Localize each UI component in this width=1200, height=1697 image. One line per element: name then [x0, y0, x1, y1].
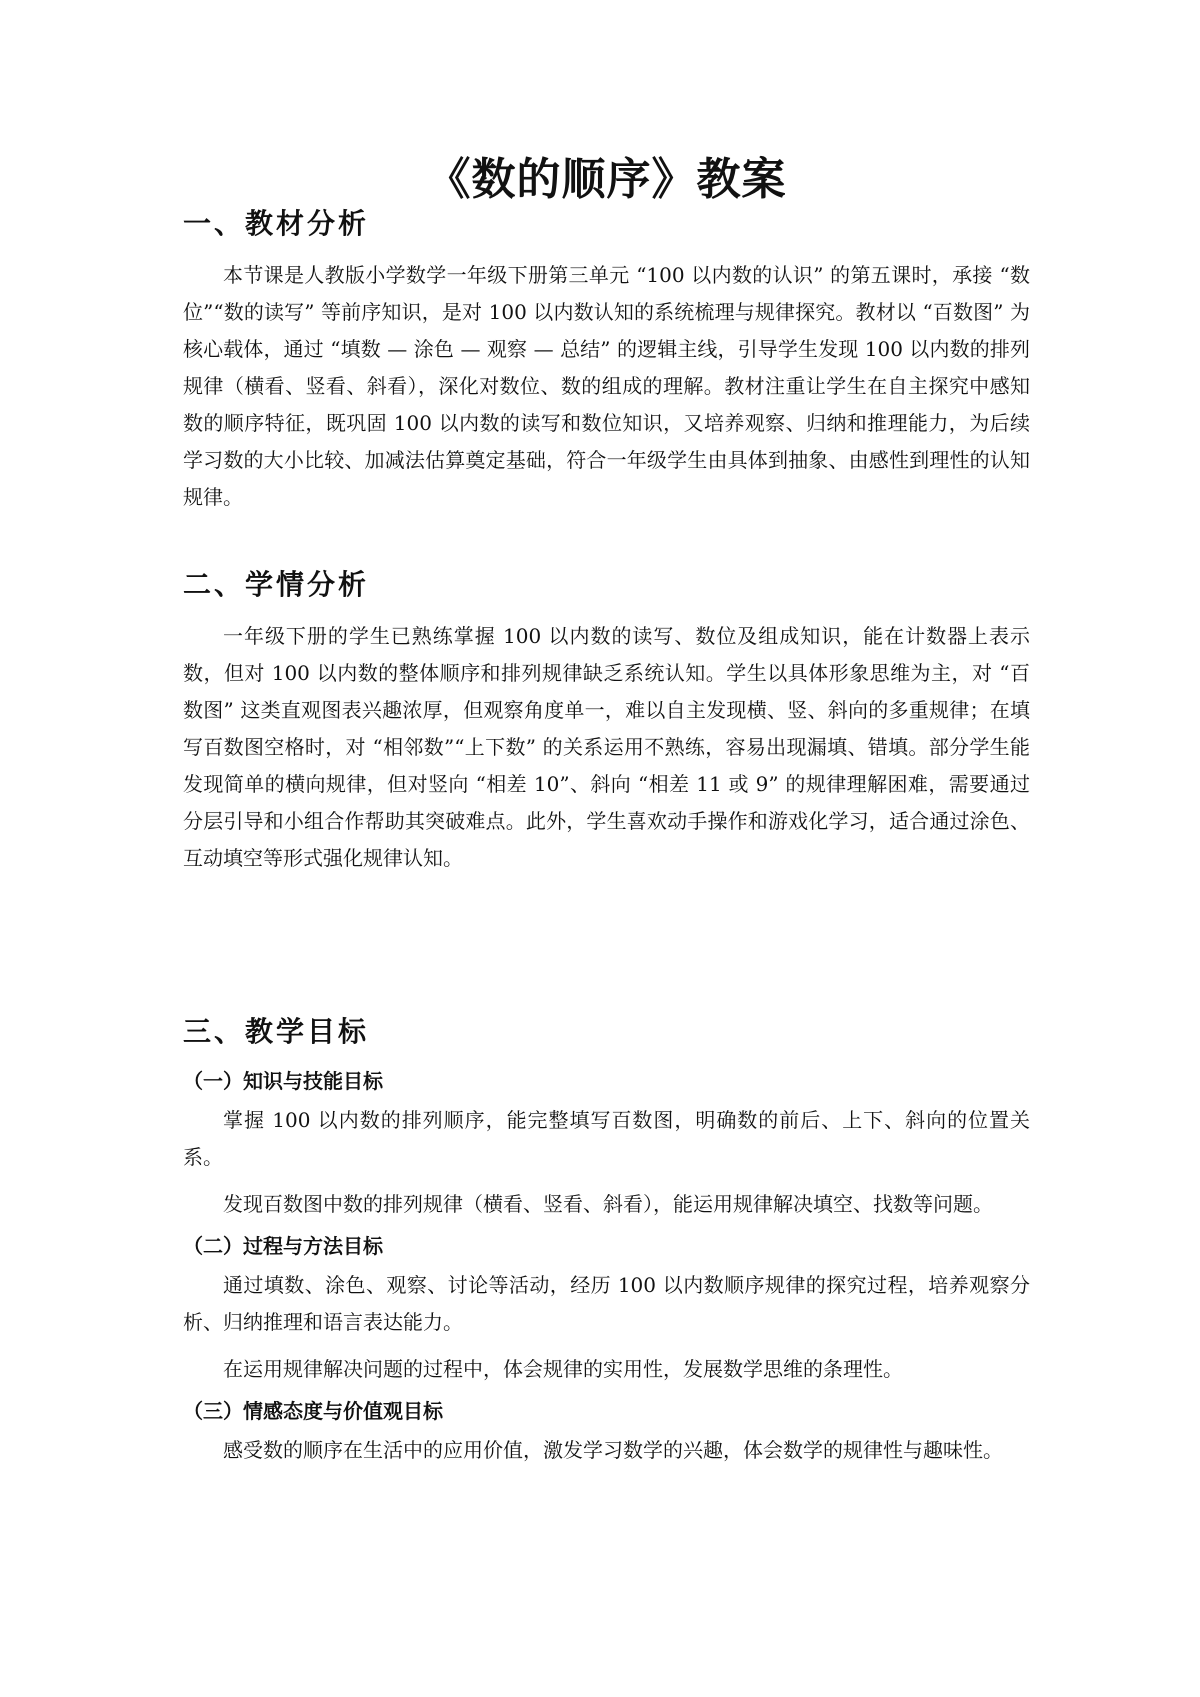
section-paragraph: 一年级下册的学生已熟练掌握 100 以内数的读写、数位及组成知识，能在计数器上表示数，但对 100 以内数的整体顺序和排列规律缺乏系统认知。学生以具体形象思维为主，对 “百数图” 这类直观图表兴趣浓厚，但观察角度单一，难以自主发现横、竖、斜向的多重规律；在填写百数图空格时，对 “相邻数”“上下数” 的关系运用不熟练，容易出现漏填、错填。部分学生能发现简单的横向规律，但对竖向 “相差 10”、斜向 “相差 11 或 9” 的规律理解困难，需要通过分层引导和小组合作帮助其突破难点。此外，学生喜欢动手操作和游戏化学习，适合通过涂色、互动填空等形式强化规律认知。 [183, 624, 1030, 870]
section-heading: 三、教学目标 [183, 1015, 370, 1048]
subsection-paragraph: 在运用规律解决问题的过程中，体会规律的实用性，发展数学思维的条理性。 [223, 1357, 903, 1381]
section-teaching-goals [183, 1012, 1030, 1469]
section-heading: 二、学情分析 [183, 568, 370, 601]
subsection-paragraph: 感受数的顺序在生活中的应用价值，激发学习数学的兴趣，体会数学的规律性与趣味性。 [223, 1438, 1003, 1462]
subsection-paragraph: 通过填数、涂色、观察、讨论等活动，经历 100 以内数顺序规律的探究过程，培养观察分析、归纳推理和语言表达能力。 [183, 1273, 1030, 1334]
document-title: 《数的顺序》教案 [426, 154, 787, 205]
section-textbook-analysis [183, 204, 1030, 516]
section-student-analysis [183, 565, 1030, 877]
section-paragraph: 本节课是人教版小学数学一年级下册第三单元 “100 以内数的认识” 的第五课时，承接 “数位”“数的读写” 等前序知识，是对 100 以内数认知的系统梳理与规律探究。教材以 “百数图” 为核心载体，通过 “填数 — 涂色 — 观察 — 总结” 的逻辑主线，引导学生发现 100 以内数的排列规律（横看、竖看、斜看），深化对数位、数的组成的理解。教材注重让学生在自主探究中感知数的顺序特征，既巩固 100 以内数的读写和数位知识，又培养观察、归纳和推理能力，为后续学习数的大小比较、加减法估算奠定基础，符合一年级学生由具体到抽象、由感性到理性的认知规律。 [183, 263, 1030, 509]
subsection-paragraph: 掌握 100 以内数的排列顺序，能完整填写百数图，明确数的前后、上下、斜向的位置关系。 [183, 1108, 1030, 1169]
document-page [183, 0, 1030, 1697]
subsection-heading: （二）过程与方法目标 [183, 1234, 383, 1258]
subsection-heading: （一）知识与技能目标 [183, 1069, 383, 1093]
subsection-heading: （三）情感态度与价值观目标 [183, 1399, 443, 1423]
section-heading: 一、教材分析 [183, 207, 370, 240]
subsection-paragraph: 发现百数图中数的排列规律（横看、竖看、斜看），能运用规律解决填空、找数等问题。 [223, 1192, 993, 1216]
